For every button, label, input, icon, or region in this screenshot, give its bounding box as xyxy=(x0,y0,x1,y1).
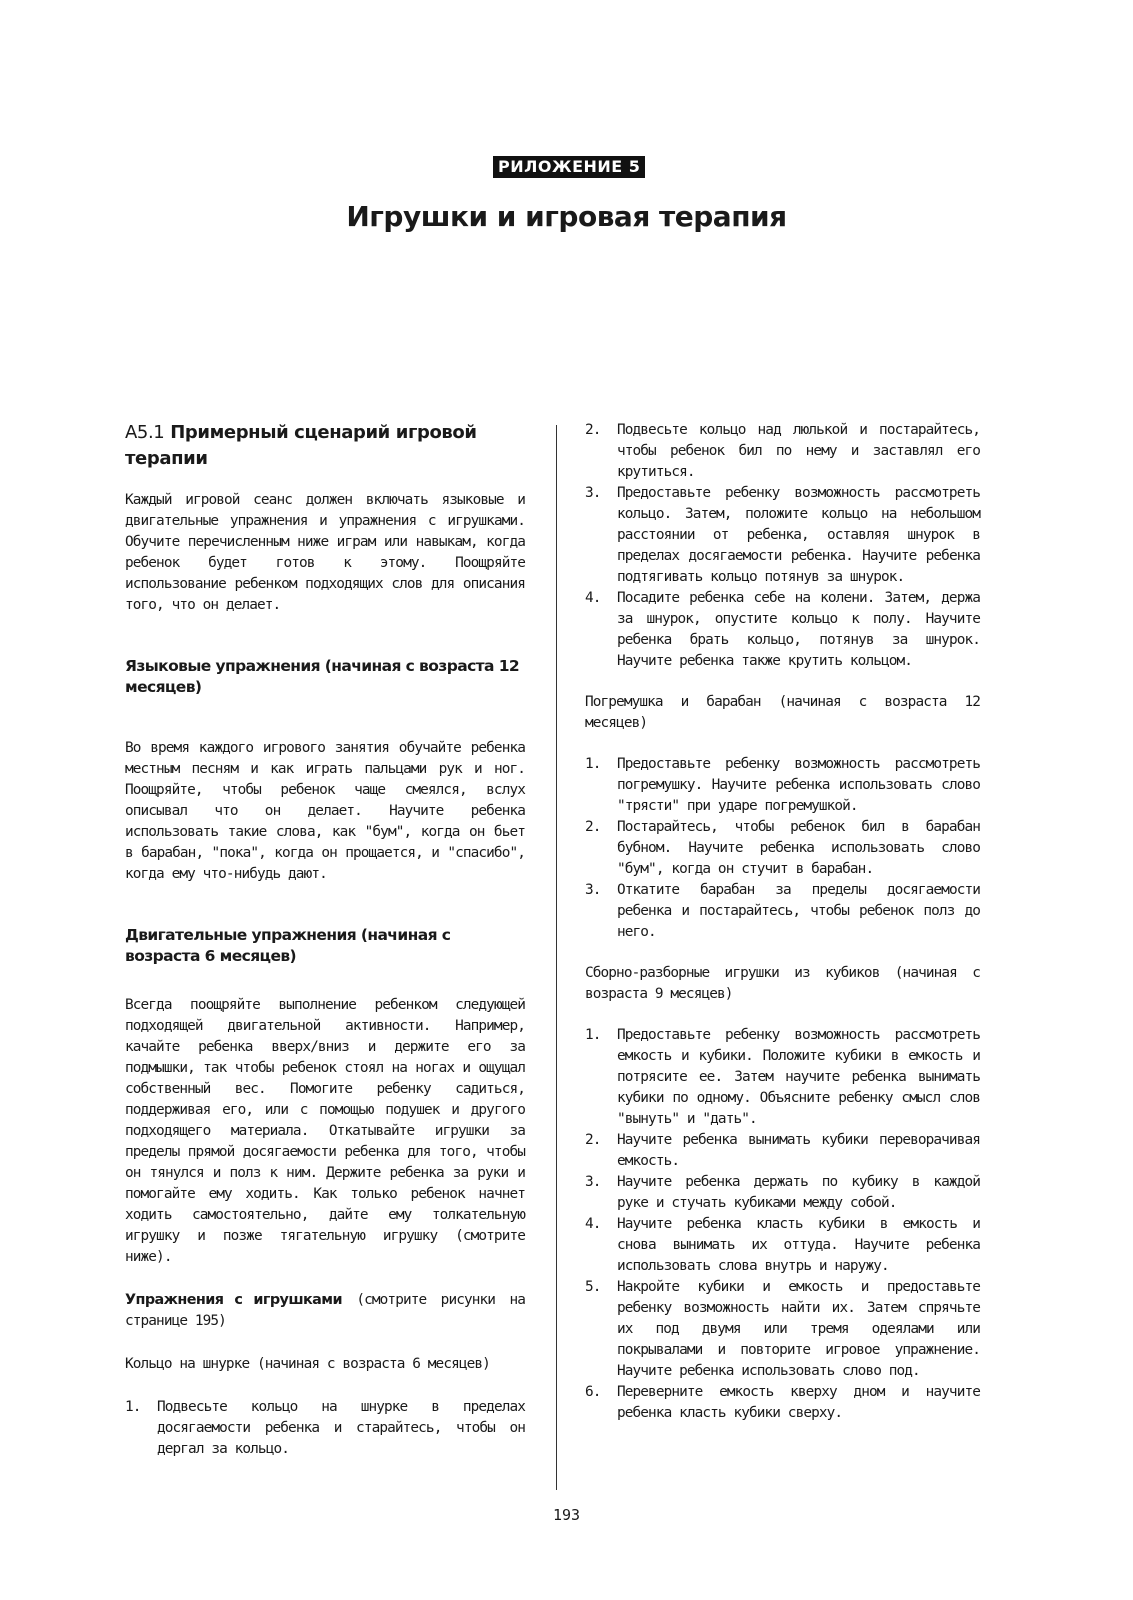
section-number: А5.1 xyxy=(125,422,165,443)
section-title: Примерный сценарий игровой терапии xyxy=(125,422,477,469)
list-item: 3. Откатите барабан за пределы досягаемости ребенка и постарайтесь, чтобы ребенок полз до него. xyxy=(585,882,980,940)
list-item: 3. Предоставьте ребенку возможность рассмотреть кольцо. Затем, положите кольцо на небольшом расстоянии от ребенка, оставляя шнурок в пределах досягаемости ребенка. Научите ребенка подтягивать кольцо потянув за шнурок. xyxy=(585,485,980,585)
list-item: 2. Подвесьте кольцо над люлькой и постарайтесь, чтобы ребенок бил по нему и заставлял его крутиться. xyxy=(585,422,980,480)
blocks-steps-list xyxy=(585,1025,980,1424)
blocks-heading: Сборно-разборные игрушки из кубиков (начиная с возраста 9 месяцев) xyxy=(585,965,980,1002)
list-item: 2. Постарайтесь, чтобы ребенок бил в барабан бубном. Научите ребенка использовать слово "бум", когда он стучит в барабан. xyxy=(585,819,980,877)
column-divider xyxy=(556,425,557,1490)
toy-exercises-heading xyxy=(125,1290,525,1332)
list-item: 4. Посадите ребенка себе на колени. Затем, держа за шнурок, опустите кольцо к полу. Научите ребенка брать кольцо, потянув за шнурок. Научите ребенка также крутить кольцом. xyxy=(585,590,980,669)
language-exercises-heading: Языковые упражнения (начиная с возраста 12 месяцев) xyxy=(125,657,520,696)
list-item: 3. Научите ребенка держать по кубику в каждой руке и стучать кубиками между собой. xyxy=(585,1174,980,1211)
ring-steps-list-left xyxy=(125,1397,525,1460)
rattle-steps-list xyxy=(585,754,980,943)
left-column xyxy=(125,420,525,1460)
intro-paragraph: Каждый игровой сеанс должен включать языковые и двигательные упражнения и упражнения с игрушками. Обучите перечисленным ниже играм или навыкам, когда ребенок будет готов к этому. Поощряйте использование ребенком подходящих слов для описания того, что он делает. xyxy=(125,492,525,613)
list-item: 2. Научите ребенка вынимать кубики переворачивая емкость. xyxy=(585,1132,980,1169)
toy-exercises-note: (смотрите рисунки на странице 195) xyxy=(125,1292,525,1329)
rattle-drum-heading: Погремушка и барабан (начиная с возраста 12 месяцев) xyxy=(585,694,980,731)
toy-exercises-title: Упражнения с игрушками xyxy=(125,1292,342,1308)
list-item: 4. Научите ребенка класть кубики в емкость и снова вынимать их оттуда. Научите ребенка использовать слова внутрь и наружу. xyxy=(585,1216,980,1274)
page-title: Игрушки и игровая терапия xyxy=(346,200,787,233)
ring-steps-list-right xyxy=(585,420,980,672)
language-exercises-paragraph: Во время каждого игрового занятия обучайте ребенка местным песням и как играть пальцами рук и ног. Поощряйте, чтобы ребенок чаще смеялся, вслух описывал что он делает. Научите ребенка использовать такие слова, как "бум", когда он бьет в барабан, "пока", когда он прощается, и "спасибо", когда ему что-нибудь дают. xyxy=(125,740,525,882)
list-item: 1. Предоставьте ребенку возможность рассмотреть погремушку. Научите ребенка использовать слово "трясти" при ударе погремушкой. xyxy=(585,756,980,814)
section-heading xyxy=(125,420,525,472)
list-item: 6. Переверните емкость кверху дном и научите ребенка класть кубики сверху. xyxy=(585,1384,980,1421)
ring-on-string-heading: Кольцо на шнурке (начиная с возраста 6 месяцев) xyxy=(125,1356,490,1372)
page-number: 193 xyxy=(552,1506,581,1524)
list-item: 1. Предоставьте ребенку возможность рассмотреть емкость и кубики. Положите кубики в емкость и потрясите ее. Затем научите ребенка вынимать кубики по одному. Объясните ребенку смысл слов "вынуть" и "дать". xyxy=(585,1027,980,1127)
motor-exercises-heading: Двигательные упражнения (начиная с возраста 6 месяцев) xyxy=(125,926,451,965)
list-item: 5. Накройте кубики и емкость и предоставьте ребенку возможность найти их. Затем спрячьте их под двумя или тремя одеялами или покрывалами и повторите игровое упражнение. Научите ребенка использовать слово под. xyxy=(585,1279,980,1379)
right-column xyxy=(585,420,980,1424)
list-item: 1. Подвесьте кольцо на шнурке в пределах досягаемости ребенка и старайтесь, чтобы он дергал за кольцо. xyxy=(125,1399,525,1457)
appendix-label: РИЛОЖЕНИЕ 5 xyxy=(493,156,645,178)
motor-exercises-paragraph: Всегда поощряйте выполнение ребенком следующей подходящей двигательной активности. Например, качайте ребенка вверх/вниз и держите его за подмышки, так чтобы ребенок стоял на ногах и ощущал собственный вес. Помогите ребенку садиться, поддерживая его, или с помощью подушек и другого подходящего материала. Откатывайте игрушки за пределы прямой досягаемости ребенка для того, чтобы он тянулся и полз к ним. Держите ребенка за руки и помогайте ему ходить. Как только ребенок начнет ходить самостоятельно, дайте ему толкательную игрушку и позже тягательную игрушку (смотрите ниже). xyxy=(125,997,525,1265)
